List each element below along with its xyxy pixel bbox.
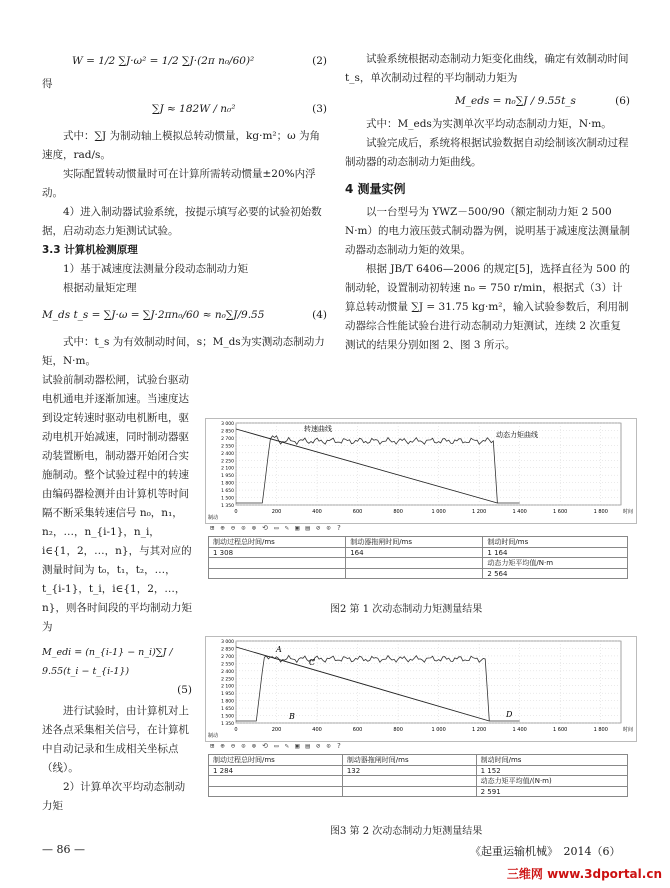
table-header: 制动器拖闸时间/ms (342, 755, 476, 766)
speed-curve-label: 转速曲线 (304, 425, 332, 433)
point-label-d: D (506, 710, 513, 719)
equation-4-text: M_ds t_s = ∑J·ω = ∑J·2πn₀/60 ≈ n₀∑J/9.55 (42, 309, 265, 321)
y-tick-label: 2 550 (221, 444, 234, 450)
equation-3-text: ∑J ≈ 182W / n₀² (152, 103, 236, 115)
equation-2-number: (2) (312, 55, 327, 67)
equation-6-text: M_eds = n₀∑J / 9.55t_s (455, 95, 576, 107)
y-tick-label: 2 700 (221, 436, 234, 442)
x-tick-label: 1 200 (471, 727, 487, 733)
y-tick-label: 2 700 (221, 654, 234, 660)
paragraph: 以一台型号为 YWZ－500/90（额定制动力矩 2 500 N·m）的电力液压鼓式制动器为例，说明基于减速度法测量制动器动态制动力矩的效果。 (345, 206, 630, 256)
section-heading-3-3: 3.3 计算机检测原理 (42, 244, 138, 256)
x-tick-label: 1 800 (593, 727, 608, 733)
equation-6-number: (6) (615, 95, 630, 107)
figure-3-chart (205, 636, 637, 742)
paragraph: 1）基于减速度法测量分段动态制动力矩 (63, 263, 249, 275)
figure-2-svg (206, 419, 636, 523)
point-label-b: B (289, 712, 295, 721)
x-tick-label: 1 000 (431, 727, 446, 733)
x-axis-unit: 时间 (623, 509, 634, 515)
equation-4-number: (4) (312, 309, 327, 321)
x-tick-label: 800 (393, 727, 403, 733)
paragraph: 2）计算单次平均动态制动力矩 (42, 781, 186, 812)
equation-6 (345, 92, 630, 111)
right-column (345, 50, 630, 355)
section-heading-4: 4 测量实例 (345, 182, 406, 196)
equation-5-text: M_edi = (n_{i-1} − n_i)∑J / 9.55(t_i − t_{i-1}) (42, 647, 173, 677)
table-header: 动态力矩平均值/N·m (483, 558, 628, 569)
table-header: 制动过程总时间/ms (209, 537, 346, 548)
paragraph: 试验前制动器松闸，试验台驱动电机通电并逐渐加速。当速度达到设定转速时驱动电机断电，驱动电机开始减速，同时制动器驱动装置断电，制动器开始闭合实施制动。整个试验过程中的转速由编码器检测并由计算机等时间隔不断采集转速信号 n₀，n₁，n₂，…，n_{i-1}，n_i，i∈{1，2，…，n}，与其对应的测量时间为 t₀，t₁，t₂，…，t_{i-1}，t_i，i∈{1，2，…，n}，则各时间段的平均制动力矩为 (42, 374, 192, 633)
paragraph: 进行试验时，由计算机对上述各点采集相关信号，在计算机中自动记录和生成相关坐标点（线）。 (42, 705, 189, 774)
y-tick-label: 2 550 (221, 662, 234, 668)
y-tick-label: 1 800 (221, 699, 234, 705)
table-cell: 132 (342, 766, 476, 776)
journal-name: 《起重运输机械》 2014（6） (470, 845, 621, 858)
x-tick-label: 200 (271, 509, 282, 515)
table-cell: 164 (346, 548, 483, 558)
y-tick-label: 2 400 (221, 451, 234, 457)
x-axis-unit: 时间 (623, 727, 634, 733)
figure-2-caption: 图2 第 1 次动态制动力矩测量结果 (330, 604, 483, 615)
table-cell: 2 591 (476, 787, 627, 797)
equation-2 (42, 52, 327, 71)
y-tick-label: 2 400 (221, 669, 234, 675)
y-tick-label: 2 100 (221, 466, 234, 472)
plot-area (236, 423, 621, 505)
y-tick-label: 1 650 (221, 489, 234, 495)
x-tick-label: 1 200 (471, 509, 487, 515)
x-axis-left-label: 制动 (208, 515, 219, 521)
figure-2-table (208, 536, 628, 579)
figure-3-svg (206, 637, 636, 741)
y-tick-label: 1 500 (221, 714, 234, 720)
left-column-narrow (42, 371, 192, 816)
x-tick-label: 0 (234, 727, 238, 733)
left-column (42, 50, 327, 371)
x-tick-label: 600 (352, 509, 363, 515)
x-tick-label: 1 600 (553, 509, 568, 515)
table-header: 制动过程总时间/ms (209, 755, 343, 766)
paragraph: 试验系统根据动态制动力矩变化曲线，确定有效制动时间 t_s，单次制动过程的平均制动力矩为 (345, 53, 629, 84)
y-tick-label: 1 950 (221, 692, 234, 698)
x-tick-label: 400 (312, 509, 322, 515)
y-tick-label: 2 250 (221, 677, 234, 683)
paragraph: 试验完成后，系统将根据试验数据自动绘制该次制动过程制动器的动态制动力矩曲线。 (345, 137, 629, 168)
y-tick-label: 1 350 (221, 722, 234, 727)
x-tick-label: 1 800 (593, 509, 608, 515)
y-tick-label: 2 850 (221, 647, 234, 653)
paragraph: 4）进入制动器试验系统，按提示填写必要的试验初始数据，启动动态力矩测试试验。 (42, 206, 322, 237)
y-tick-label: 2 100 (221, 684, 234, 690)
x-tick-label: 1 400 (512, 509, 527, 515)
table-cell: 2 564 (483, 569, 628, 579)
table-header: 制动时间/ms (483, 537, 628, 548)
point-label-c: C (309, 658, 316, 667)
x-tick-label: 200 (271, 727, 282, 733)
table-cell: 1 308 (209, 548, 346, 558)
y-tick-label: 1 800 (221, 481, 234, 487)
equation-5 (42, 643, 192, 700)
text-de: 得 (42, 78, 53, 90)
x-tick-label: 0 (234, 509, 238, 515)
x-tick-label: 600 (352, 727, 363, 733)
y-tick-label: 3 000 (221, 422, 234, 427)
figure-2-toolbar: ⊞ ⊕ ⊖ ⊙ ⊗ ⟲ ▭ ✎ ▣ ▤ ⊘ ⊙ ? (210, 524, 343, 532)
y-tick-label: 1 950 (221, 474, 234, 480)
figure-3-table (208, 754, 628, 797)
equation-3-number: (3) (312, 103, 327, 115)
equation-4 (42, 306, 327, 325)
x-tick-label: 1 600 (553, 727, 568, 733)
paragraph: 根据动量矩定理 (63, 282, 137, 294)
figure-3-toolbar: ⊞ ⊕ ⊖ ⊙ ⊗ ⟲ ▭ ✎ ▣ ▤ ⊘ ⊙ ? (210, 742, 343, 750)
figure-3-caption: 图3 第 2 次动态制动力矩测量结果 (330, 826, 483, 837)
table-cell: 1 284 (209, 766, 343, 776)
table-header: 制动时间/ms (476, 755, 627, 766)
x-axis-left-label: 制动 (208, 733, 219, 739)
paragraph: 式中：t_s 为有效制动时间，s；M_ds为实测动态制动力矩，N·m。 (42, 336, 325, 367)
paragraph: 式中：∑J 为制动轴上模拟总转动惯量，kg·m²；ω 为角速度，rad/s。 (42, 130, 321, 161)
paragraph: 式中：M_eds为实测单次平均动态制动力矩，N·m。 (366, 118, 612, 130)
equation-5-number: (5) (177, 684, 192, 696)
table-cell: 1 164 (483, 548, 628, 558)
equation-2-text: W = 1/2 ∑J·ω² = 1/2 ∑J·(2π n₀/60)² (72, 55, 255, 67)
y-tick-label: 3 000 (221, 640, 234, 645)
paragraph: 根据 JB/T 6406—2006 的规定[5]，选择直径为 500 的制动轮，设置制动初转速 n₀ = 750 r/min，根据式（3）计算总转动惯量 ∑J = 31.75 kg·m²，输入试验参数后，利用制动器综合性能试验台进行动态制动力矩测试，连续 2 次重复测试的结果分别如图 2、图 3 所示。 (345, 263, 631, 351)
paragraph: 实际配置转动惯量时可在计算所需转动惯量±20%内浮动。 (42, 168, 316, 199)
x-tick-label: 400 (312, 727, 322, 733)
y-tick-label: 2 250 (221, 459, 234, 465)
table-header: 动态力矩平均值/(N·m) (476, 776, 627, 787)
figure-2-chart (205, 418, 637, 524)
watermark: 三维网 www.3dportal.cn (506, 867, 662, 881)
plot-area (236, 641, 621, 723)
x-tick-label: 800 (393, 509, 403, 515)
y-tick-label: 1 500 (221, 496, 234, 502)
torque-curve-label: 动态力矩曲线 (496, 431, 538, 439)
page-number: — 86 — (42, 843, 85, 856)
y-tick-label: 1 350 (221, 504, 234, 509)
equation-3 (42, 100, 327, 119)
y-tick-label: 1 650 (221, 707, 234, 713)
x-tick-label: 1 000 (431, 509, 446, 515)
table-header: 制动器拖闸时间/ms (346, 537, 483, 548)
y-tick-label: 2 850 (221, 429, 234, 435)
point-label-a: A (276, 645, 282, 654)
x-tick-label: 1 400 (512, 727, 527, 733)
table-cell: 1 152 (476, 766, 627, 776)
